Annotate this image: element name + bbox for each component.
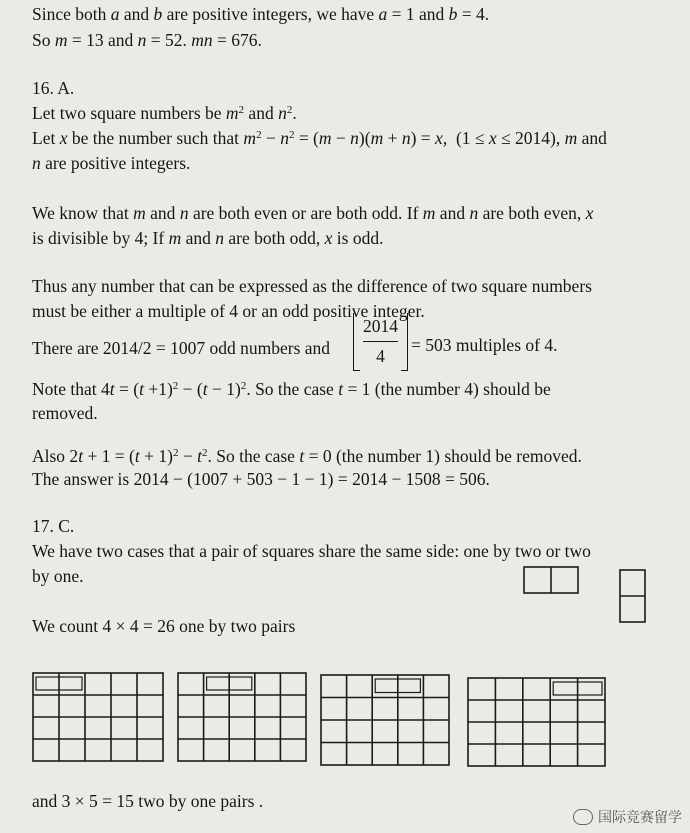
fraction-denominator: 4 <box>376 346 385 366</box>
grid-diagram <box>468 678 605 766</box>
text-line: by one. <box>32 566 84 586</box>
watermark-text: 国际竞赛留学 <box>598 810 682 826</box>
grid-diagram <box>33 673 163 761</box>
text-line: There are 2014/2 = 1007 odd numbers and <box>32 338 331 358</box>
text-line: Note that $4t = (t +1)^2 - (t - 1)^2$. So the case t = 1 (the number 4) should be <box>32 379 551 399</box>
floor-result: = 503 multiples of 4. <box>411 335 558 355</box>
fraction-numerator: 2014 <box>363 316 398 336</box>
text-line: The answer is 2014 − (1007 + 503 − 1 − 1) = 2014 − 1508 = 506. <box>32 469 490 489</box>
text-line: removed. <box>32 403 98 423</box>
text-line: Also $2t + 1 = (t + 1)^2 - t^2$. So the case t = 0 (the number 1) should be removed. <box>32 446 582 466</box>
text-line: Let x be the number such that $m^2 - n^2 = (m - n)(m + n) = x$, (1 ≤ x ≤ 2014), m and <box>32 128 607 148</box>
wechat-logo-icon <box>573 809 593 825</box>
text-line: Since both a and b are positive integers, we have a = 1 and b = 4. <box>32 4 490 24</box>
grid-diagram <box>321 675 449 765</box>
text-line: We have two cases that a pair of squares share the same side: one by two or two <box>32 541 591 561</box>
watermark <box>573 807 682 827</box>
text-line: We count 4 × 4 = 26 one by two pairs <box>32 616 296 636</box>
problem-16-heading: 16. A. <box>32 78 75 98</box>
text-line: Thus any number that can be expressed as the difference of two square numbers <box>32 276 592 296</box>
grid-diagram <box>178 673 306 761</box>
text-line: So m = 13 and n = 52. mn = 676. <box>32 30 262 50</box>
text-line: Let two square numbers be $m^2$ and $n^2$. <box>32 103 297 123</box>
text-line: n are positive integers. <box>32 153 191 173</box>
text-line: We know that m and n are both even or are both odd. If m and n are both even, x <box>32 203 594 223</box>
text-line: is divisible by 4; If m and n are both odd, x is odd. <box>32 228 384 248</box>
text-line: must be either a multiple of 4 or an odd positive integer. <box>32 301 425 321</box>
problem-17-heading: 17. C. <box>32 516 75 536</box>
text-line: and 3 × 5 = 15 two by one pairs . <box>32 791 264 811</box>
